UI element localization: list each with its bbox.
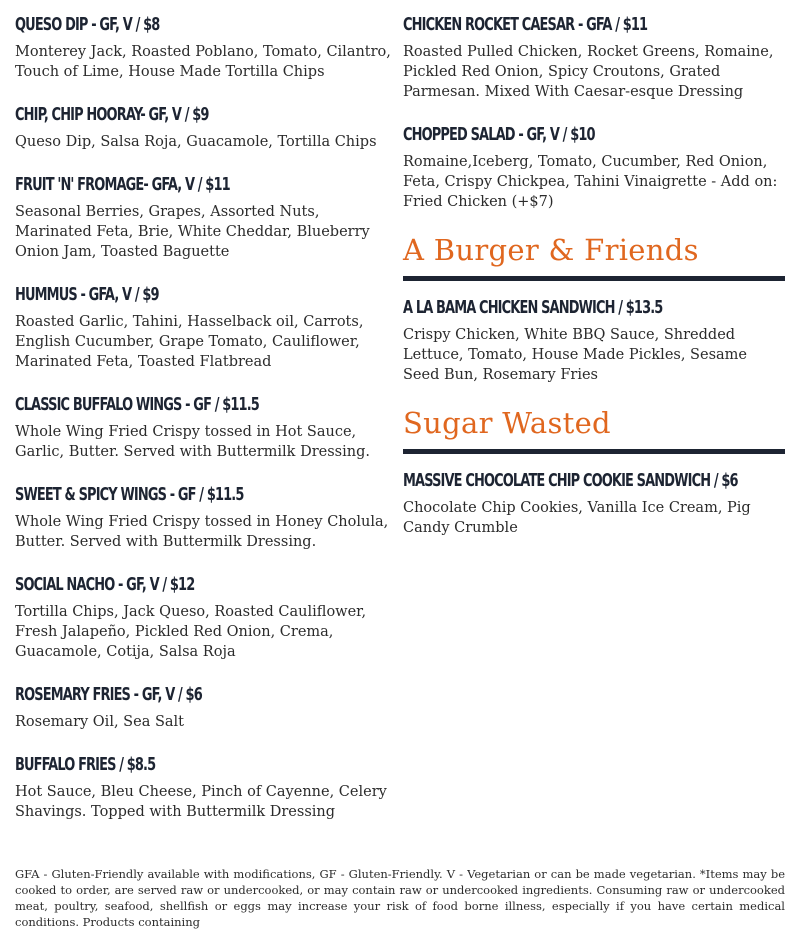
menu-item-title: A LA BAMA CHICKEN SANDWICH / $13.5 xyxy=(403,297,663,318)
menu-item-description: Roasted Garlic, Tahini, Hasselback oil, Carrots, English Cucumber, Grape Tomato, Cauliflower, Marinated Feta, Toasted Flatbread xyxy=(15,314,364,370)
section-divider xyxy=(403,276,785,281)
menu-item-title: MASSIVE CHOCOLATE CHIP COOKIE SANDWICH / $6 xyxy=(403,470,738,491)
menu-item-title: CHIP, CHIP HOORAY- GF, V / $9 xyxy=(15,104,209,125)
section-heading: A Burger & Friends xyxy=(403,233,699,267)
menu-item-description: Chocolate Chip Cookies, Vanilla Ice Cream, Pig Candy Crumble xyxy=(403,500,751,536)
menu-item-description: Whole Wing Fried Crispy tossed in Honey Cholula, Butter. Served with Buttermilk Dressing. xyxy=(15,514,389,550)
menu-item-description: Seasonal Berries, Grapes, Assorted Nuts, Marinated Feta, Brie, White Cheddar, Blueberry Onion Jam, Toasted Baguette xyxy=(15,204,370,260)
menu-item-title: CHICKEN ROCKET CAESAR - GFA / $11 xyxy=(403,14,648,35)
menu-item-title: ROSEMARY FRIES - GF, V / $6 xyxy=(15,684,202,705)
menu-item-title: SWEET & SPICY WINGS - GF / $11.5 xyxy=(15,484,244,505)
menu-item-queso-dip xyxy=(15,12,398,82)
menu-item-description: Romaine,Iceberg, Tomato, Cucumber, Red Onion, Feta, Crispy Chickpea, Tahini Vinaigrette - Add on: Fried Chicken (+$7) xyxy=(403,154,778,210)
menu-item-title: QUESO DIP - GF, V / $8 xyxy=(15,14,160,35)
menu-item-description: Roasted Pulled Chicken, Rocket Greens, Romaine, Pickled Red Onion, Spicy Croutons, Grated Parmesan. Mixed With Caesar-esque Dressing xyxy=(403,44,774,100)
menu-item-social-nacho xyxy=(15,572,398,662)
menu-item-chicken-rocket-caesar xyxy=(403,12,785,102)
menu-item-description: Whole Wing Fried Crispy tossed in Hot Sauce, Garlic, Butter. Served with Buttermilk Dressing. xyxy=(15,424,370,460)
menu-item-buffalo-fries xyxy=(15,752,398,822)
menu-item-description: Monterey Jack, Roasted Poblano, Tomato, Cilantro, Touch of Lime, House Made Tortilla Chips xyxy=(15,44,391,80)
menu-item-title: CHOPPED SALAD - GF, V / $10 xyxy=(403,124,595,145)
right-menu-column xyxy=(403,12,785,558)
section-sugar-wasted xyxy=(403,405,785,454)
menu-item-title: BUFFALO FRIES / $8.5 xyxy=(15,754,156,775)
menu-item-a-la-bama-chicken-sandwich xyxy=(403,295,785,385)
menu-item-description: Hot Sauce, Bleu Cheese, Pinch of Cayenne, Celery Shavings. Topped with Buttermilk Dressing xyxy=(15,784,387,820)
menu-item-sweet-spicy-wings xyxy=(15,482,398,552)
menu-item-massive-cookie-sandwich xyxy=(403,468,785,538)
menu-item-title: HUMMUS - GFA, V / $9 xyxy=(15,284,159,305)
menu-item-description: Queso Dip, Salsa Roja, Guacamole, Tortilla Chips xyxy=(15,134,377,150)
menu-item-description: Crispy Chicken, White BBQ Sauce, Shredded Lettuce, Tomato, House Made Pickles, Sesame Seed Bun, Rosemary Fries xyxy=(403,327,747,383)
section-heading: Sugar Wasted xyxy=(403,406,611,440)
menu-item-chip-chip-hooray xyxy=(15,102,398,152)
menu-item-hummus xyxy=(15,282,398,372)
allergen-footnote: GFA - Gluten-Friendly available with modifications, GF - Gluten-Friendly. V - Vegetarian or can be made vegetarian. *Items may be cooked to order, are served raw or undercooked, or may contain raw or undercooked ingredients. Consuming raw or undercooked meat, poultry, seafood, shellfish or eggs may increase your risk of food borne illness, especially if you have certain medical conditions. Products containing xyxy=(15,867,785,929)
menu-item-title: CLASSIC BUFFALO WINGS - GF / $11.5 xyxy=(15,394,259,415)
menu-item-description: Tortilla Chips, Jack Queso, Roasted Cauliflower, Fresh Jalapeño, Pickled Red Onion, Crema, Guacamole, Cotija, Salsa Roja xyxy=(15,604,367,660)
menu-item-title: FRUIT 'N' FROMAGE- GFA, V / $11 xyxy=(15,174,230,195)
left-menu-column xyxy=(15,12,398,842)
section-divider xyxy=(403,449,785,454)
menu-item-fruit-n-fromage xyxy=(15,172,398,262)
menu-item-title: SOCIAL NACHO - GF, V / $12 xyxy=(15,574,195,595)
section-burger-and-friends xyxy=(403,232,785,281)
menu-item-description: Rosemary Oil, Sea Salt xyxy=(15,714,184,730)
menu-item-chopped-salad xyxy=(403,122,785,212)
menu-item-rosemary-fries xyxy=(15,682,398,732)
menu-item-classic-buffalo-wings xyxy=(15,392,398,462)
